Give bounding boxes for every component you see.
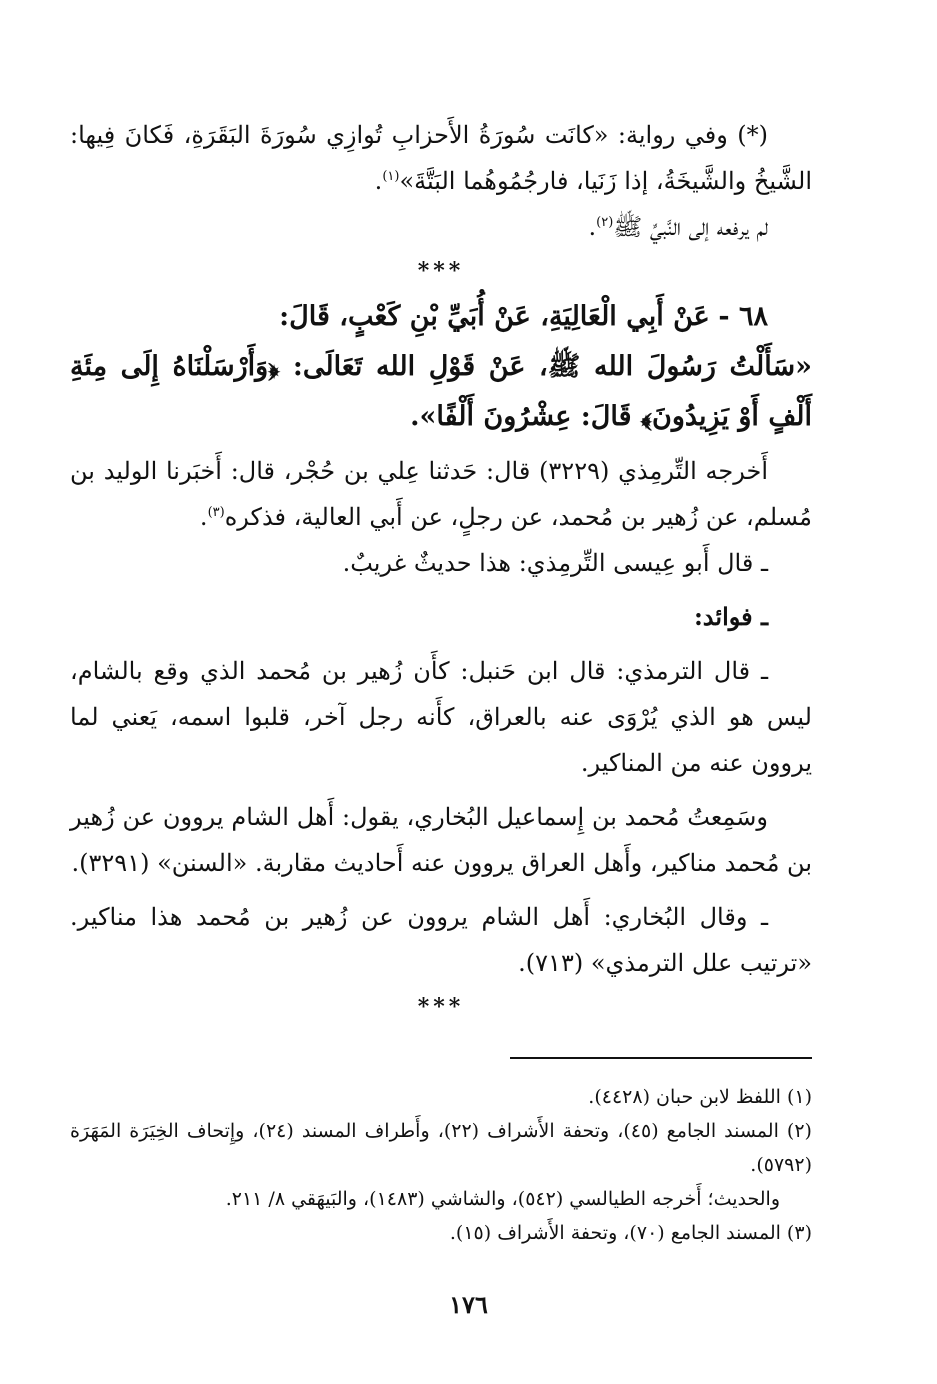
hadith-text: «سَأَلْتُ رَسُولَ الله ﷺ، عَنْ قَوْلِ الله تَعَالَى: ﴿وَأَرْسَلْنَاهُ إِلَى مِئَةِ أَلْفٍ أَوْ يَزِيدُونَ﴾ قَالَ: عِشْرُونَ أَلْفًا». xyxy=(70,351,812,432)
page-body xyxy=(70,112,812,1028)
footnote-marker: (٢) xyxy=(596,215,614,230)
footnote-marker: (٣) xyxy=(207,505,225,520)
paragraph-text: (*) وفي رواية: «كانَت سُورَةُ الأَحزابِ تُوازِي سُورَةَ البَقَرَةِ، فَكانَ فِيها: الشَّيخُ والشَّيخَةُ، إذا زَنَيا، فارجُمُوهُما البَتَّةَ» xyxy=(70,121,812,195)
section-divider: *** xyxy=(417,258,465,284)
footnotes xyxy=(70,1080,812,1250)
paragraph-fawaid-3: ـ وقال البُخاري: أَهل الشام يروون عن زُهير بن مُحمد هذا مناكير. «ترتيب علل الترمذي» (٧١٣). xyxy=(70,903,812,977)
paragraph-takhrij xyxy=(70,448,812,540)
paragraph-text: لم يرفعه إلى النَّبيِّ ﷺ xyxy=(613,213,768,241)
footnote-marker: (١) xyxy=(382,169,400,184)
hadith-number: ٦٨ - xyxy=(718,301,768,332)
paragraph-fawaid-1: ـ قال الترمذي: قال ابن حَنبل: كأَن زُهير بن مُحمد الذي وقع بالشام، ليس هو الذي يُرْوَى عنه بالعراق، كأَنه رجل آخر، قلبوا اسمه، يَعني لما يروون عنه من المناكير. xyxy=(70,657,812,777)
hadith-isnad: عَنْ أَبِي الْعَالِيَةِ، عَنْ أُبَيِّ بْنِ كَعْبٍ، قَالَ: xyxy=(279,301,710,332)
paragraph-end: . xyxy=(199,503,208,531)
footnote-1: (١) اللفظ لابن حبان (٤٤٢٨). xyxy=(588,1086,812,1108)
paragraph-not-raised xyxy=(70,204,812,250)
paragraph-fawaid-2: وسَمِعتُ مُحمد بن إِسماعيل البُخاري، يقول: أَهل الشام يروون عن زُهير بن مُحمد مناكير، وأَهل العراق يروون عنه أَحاديث مقاربة. «السنن» (٣٢٩١). xyxy=(70,803,812,877)
footnote-3: (٣) المسند الجامع (٧٠)، وتحفة الأَشراف (١٥). xyxy=(449,1222,812,1244)
section-divider: *** xyxy=(417,994,465,1020)
paragraph-end: . xyxy=(588,213,597,241)
footnote-2: (٢) المسند الجامع (٤٥)، وتحفة الأَشراف (٢٢)، وأَطراف المسند (٢٤)، وإِتحاف الخِيَرَة المَهَرَة (٥٧٩٢). xyxy=(70,1120,812,1176)
page-number: ١٧٦ xyxy=(449,1290,488,1319)
paragraph-tirmidhi-note: ـ قال أَبو عِيسى التِّرمِذي: هذا حديثٌ غريبٌ. xyxy=(342,549,768,577)
paragraph-alternate-narration xyxy=(70,112,812,204)
hadith-isnad-line xyxy=(70,292,812,342)
paragraph-text: أَخرجه التِّرمِذي (٣٢٢٩) قال: حَدثنا عِلي بن حُجْر، قال: أَخبَرنا الوليد بن مُسلم، عن زُهير بن مُحمد، عن رجلٍ، عن أَبي العالية، فذكره xyxy=(70,457,812,531)
footnote-2-continued: والحديث؛ أَخرجه الطيالسي (٥٤٢)، والشاشي (١٤٨٣)، والبَيهَقي ٨/ ٢١١. xyxy=(225,1188,780,1210)
paragraph-end: . xyxy=(374,167,383,195)
footnote-separator xyxy=(510,1057,812,1059)
fawaid-heading: ـ فوائد: xyxy=(693,602,768,631)
